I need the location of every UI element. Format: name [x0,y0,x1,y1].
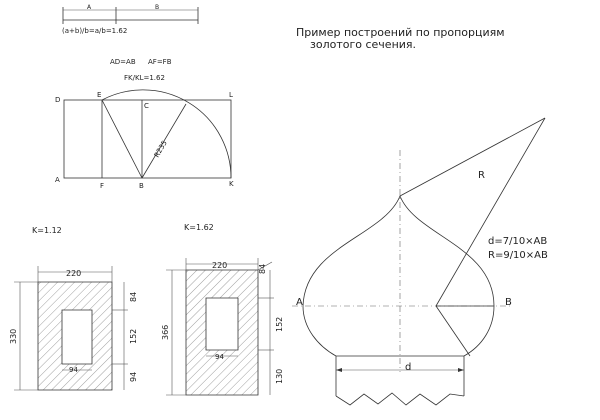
dome-formula-r: R=9/10×AB [488,250,548,261]
dome-point-b: B [505,297,512,308]
frame-left-height: 330 [9,328,18,344]
dome-radius-label: R [478,170,485,181]
point-l: L [229,91,233,99]
frame-right-width: 220 [212,261,228,270]
frame-left-seg-bot: 94 [129,371,138,382]
dome-formula-d: d=7/10×AB [488,236,548,247]
radius-label: R235 [152,139,169,159]
frame-left-k: K=1.12 [32,226,62,235]
frame-right-seg-mid: 152 [275,316,284,332]
frame-right [161,223,284,395]
eq-af-fb: AF=FB [148,58,172,66]
ratio-b-label: B [155,4,160,11]
title-line-1: Пример построений по пропорциям [296,26,505,39]
golden-construction [55,58,234,190]
frame-left [9,226,138,390]
eq-fk-kl: FK/KL=1.62 [124,74,165,82]
frame-left-hole-w: 94 [69,366,78,374]
ratio-a-label: A [87,4,92,11]
dome-d-label: d [405,362,412,373]
frame-left-width: 220 [66,269,82,278]
frame-right-k: K=1.62 [184,223,214,232]
dome-point-a: A [296,297,303,308]
point-d: D [55,96,61,104]
point-f: F [100,182,105,190]
frame-right-hole-w: 94 [215,353,224,361]
ratio-formula: (a+b)/b=a/b=1.62 [62,27,128,35]
frame-right-height: 366 [161,324,170,340]
frame-left-seg-top: 84 [129,291,138,302]
frame-right-seg-bot: 130 [275,368,284,384]
eq-ad-ab: AD=AB [110,58,136,66]
title-line-2: золотого сечения. [310,38,417,51]
point-k: K [229,180,234,188]
frame-right-seg-top: 84 [258,263,267,274]
frame-left-seg-mid: 152 [129,328,138,344]
point-a: A [55,176,60,184]
point-c: C [144,102,149,110]
point-e: E [97,91,102,99]
onion-dome [292,118,548,405]
point-b: B [139,182,144,190]
ratio-segment [62,4,198,35]
